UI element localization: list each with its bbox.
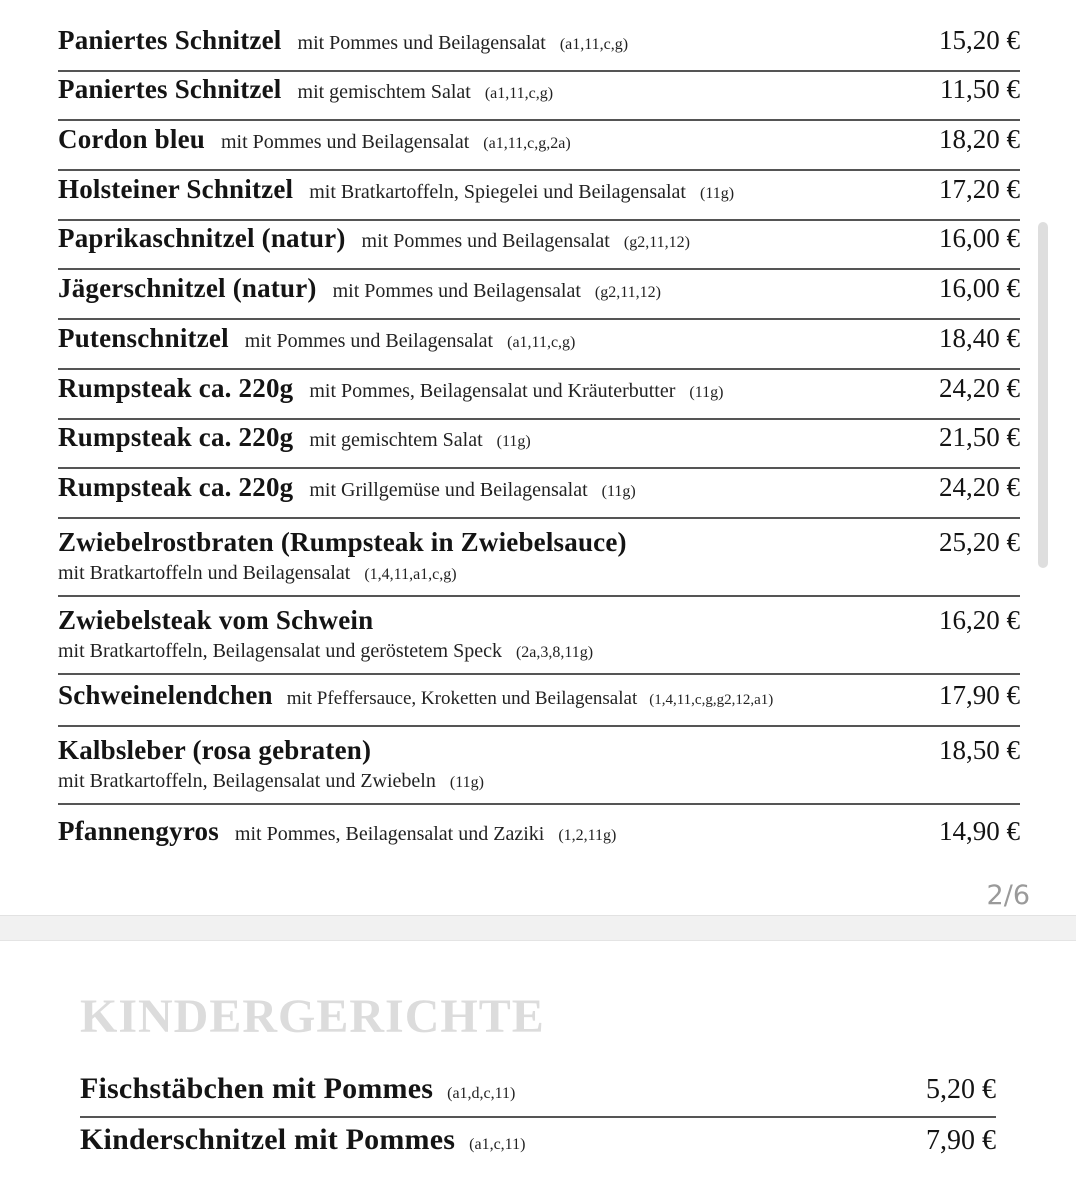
- allergen-codes: (11g): [449, 773, 484, 791]
- dish-price: 14,90 €: [939, 815, 1020, 846]
- menu-item: [58, 320, 1020, 370]
- dish-price: 25,20 €: [939, 526, 1020, 557]
- dish-price: 18,40 €: [939, 322, 1020, 353]
- allergen-codes: (a1,11,c,g): [507, 333, 576, 351]
- menu-list: [58, 22, 1020, 861]
- dish-name: Paniertes Schnitzel: [58, 24, 282, 55]
- allergen-codes: (g2,11,12): [623, 234, 690, 252]
- dish-price: 16,00 €: [939, 273, 1020, 304]
- menu-item: [58, 72, 1020, 122]
- dish-name: Rumpsteak ca. 220g: [58, 422, 294, 453]
- allergen-codes: (11g): [496, 433, 531, 451]
- dish-description: mit Pommes und Beilagensalat: [361, 230, 610, 253]
- dish-name: Cordon bleu: [58, 124, 205, 155]
- dish-name: Zwiebelsteak vom Schwein: [58, 604, 374, 635]
- menu-item: [58, 805, 1020, 861]
- dish-description: mit Bratkartoffeln, Beilagensalat und geröstetem Speck: [58, 639, 502, 662]
- allergen-codes: (1,2,11g): [558, 826, 617, 844]
- menu-item: [58, 597, 1020, 675]
- dish-price: 24,20 €: [939, 471, 1020, 502]
- dish-name: Fischstäbchen mit Pommes: [80, 1072, 434, 1105]
- dish-name: Paprikaschnitzel (natur): [58, 223, 346, 254]
- kids-menu-page: [0, 941, 1076, 1200]
- allergen-codes: (11g): [601, 482, 636, 500]
- dish-price: 21,50 €: [939, 422, 1020, 453]
- menu-item: [80, 1069, 996, 1118]
- menu-item: [58, 727, 1020, 805]
- dish-description: mit Grillgemüse und Beilagensalat: [309, 478, 588, 501]
- menu-item: [80, 1118, 996, 1167]
- menu-item: [58, 270, 1020, 320]
- dish-description: mit Pommes und Beilagensalat: [297, 31, 546, 54]
- dish-price: 7,90 €: [926, 1125, 996, 1156]
- dish-name: Pfannengyros: [58, 815, 219, 846]
- dish-price: 24,20 €: [939, 372, 1020, 403]
- allergen-codes: (g2,11,12): [594, 284, 661, 302]
- dish-description: mit Pommes, Beilagensalat und Kräuterbutter: [309, 379, 676, 402]
- dish-name: Rumpsteak ca. 220g: [58, 471, 294, 502]
- dish-price: 16,00 €: [939, 223, 1020, 254]
- allergen-codes: (a1,d,c,11): [447, 1085, 516, 1102]
- scrollbar[interactable]: [1038, 222, 1048, 568]
- dish-description: mit Pommes, Beilagensalat und Zaziki: [234, 822, 545, 845]
- dish-name: Schweinelendchen: [58, 679, 273, 710]
- dish-description: mit Bratkartoffeln, Spiegelei und Beilagensalat: [309, 180, 686, 203]
- menu-item: [58, 22, 1020, 72]
- menu-item: [58, 675, 1020, 727]
- allergen-codes: (a1,11,c,g,2a): [483, 135, 571, 153]
- dish-name: Rumpsteak ca. 220g: [58, 372, 294, 403]
- menu-item: [58, 469, 1020, 519]
- dish-name: Kalbsleber (rosa gebraten): [58, 734, 372, 765]
- page-number: 2/6: [986, 880, 1030, 911]
- dish-price: 17,90 €: [939, 679, 1020, 710]
- menu-item: [58, 370, 1020, 420]
- dish-name: Jägerschnitzel (natur): [58, 273, 317, 304]
- dish-description: mit Bratkartoffeln und Beilagensalat: [58, 561, 351, 584]
- allergen-codes: (11g): [699, 184, 735, 202]
- dish-name: Zwiebelrostbraten (Rumpsteak in Zwiebelsauce): [58, 526, 627, 557]
- dish-price: 16,20 €: [939, 604, 1020, 635]
- dish-name: Putenschnitzel: [58, 322, 229, 353]
- dish-price: 15,20 €: [939, 24, 1020, 55]
- section-title: KINDERGERICHTE: [80, 990, 545, 1043]
- allergen-codes: (11g): [689, 383, 724, 401]
- dish-description: mit Pommes und Beilagensalat: [220, 131, 470, 154]
- dish-price: 18,50 €: [939, 734, 1020, 765]
- dish-description: mit gemischtem Salat: [297, 81, 471, 104]
- dish-name: Holsteiner Schnitzel: [58, 173, 294, 204]
- dish-description: mit Bratkartoffeln, Beilagensalat und Zwiebeln: [58, 769, 436, 792]
- allergen-codes: (1,4,11,c,g,g2,12,a1): [649, 691, 774, 708]
- menu-item: [58, 121, 1020, 171]
- dish-description: mit Pommes und Beilagensalat: [332, 280, 581, 303]
- allergen-codes: (1,4,11,a1,c,g): [364, 565, 457, 583]
- menu-item: [58, 420, 1020, 470]
- dish-description: mit Pfeffersauce, Kroketten und Beilagensalat: [286, 687, 638, 709]
- dish-description: mit gemischtem Salat: [309, 429, 483, 452]
- dish-name: Paniertes Schnitzel: [58, 74, 282, 105]
- allergen-codes: (a1,11,c,g): [559, 35, 629, 53]
- allergen-codes: (a1,c,11): [469, 1136, 526, 1153]
- page-separator: [0, 915, 1076, 941]
- menu-item: [58, 519, 1020, 597]
- allergen-codes: (a1,11,c,g): [484, 85, 554, 103]
- allergen-codes: (2a,3,8,11g): [515, 643, 594, 661]
- dish-price: 11,50 €: [940, 74, 1020, 105]
- dish-price: 5,20 €: [926, 1074, 996, 1105]
- dish-name: Kinderschnitzel mit Pommes: [80, 1123, 456, 1156]
- menu-item: [58, 171, 1020, 221]
- kids-menu-list: [80, 1069, 996, 1167]
- dish-price: 18,20 €: [939, 124, 1020, 155]
- dish-description: mit Pommes und Beilagensalat: [244, 329, 494, 352]
- menu-item: [58, 221, 1020, 271]
- dish-price: 17,20 €: [939, 173, 1020, 204]
